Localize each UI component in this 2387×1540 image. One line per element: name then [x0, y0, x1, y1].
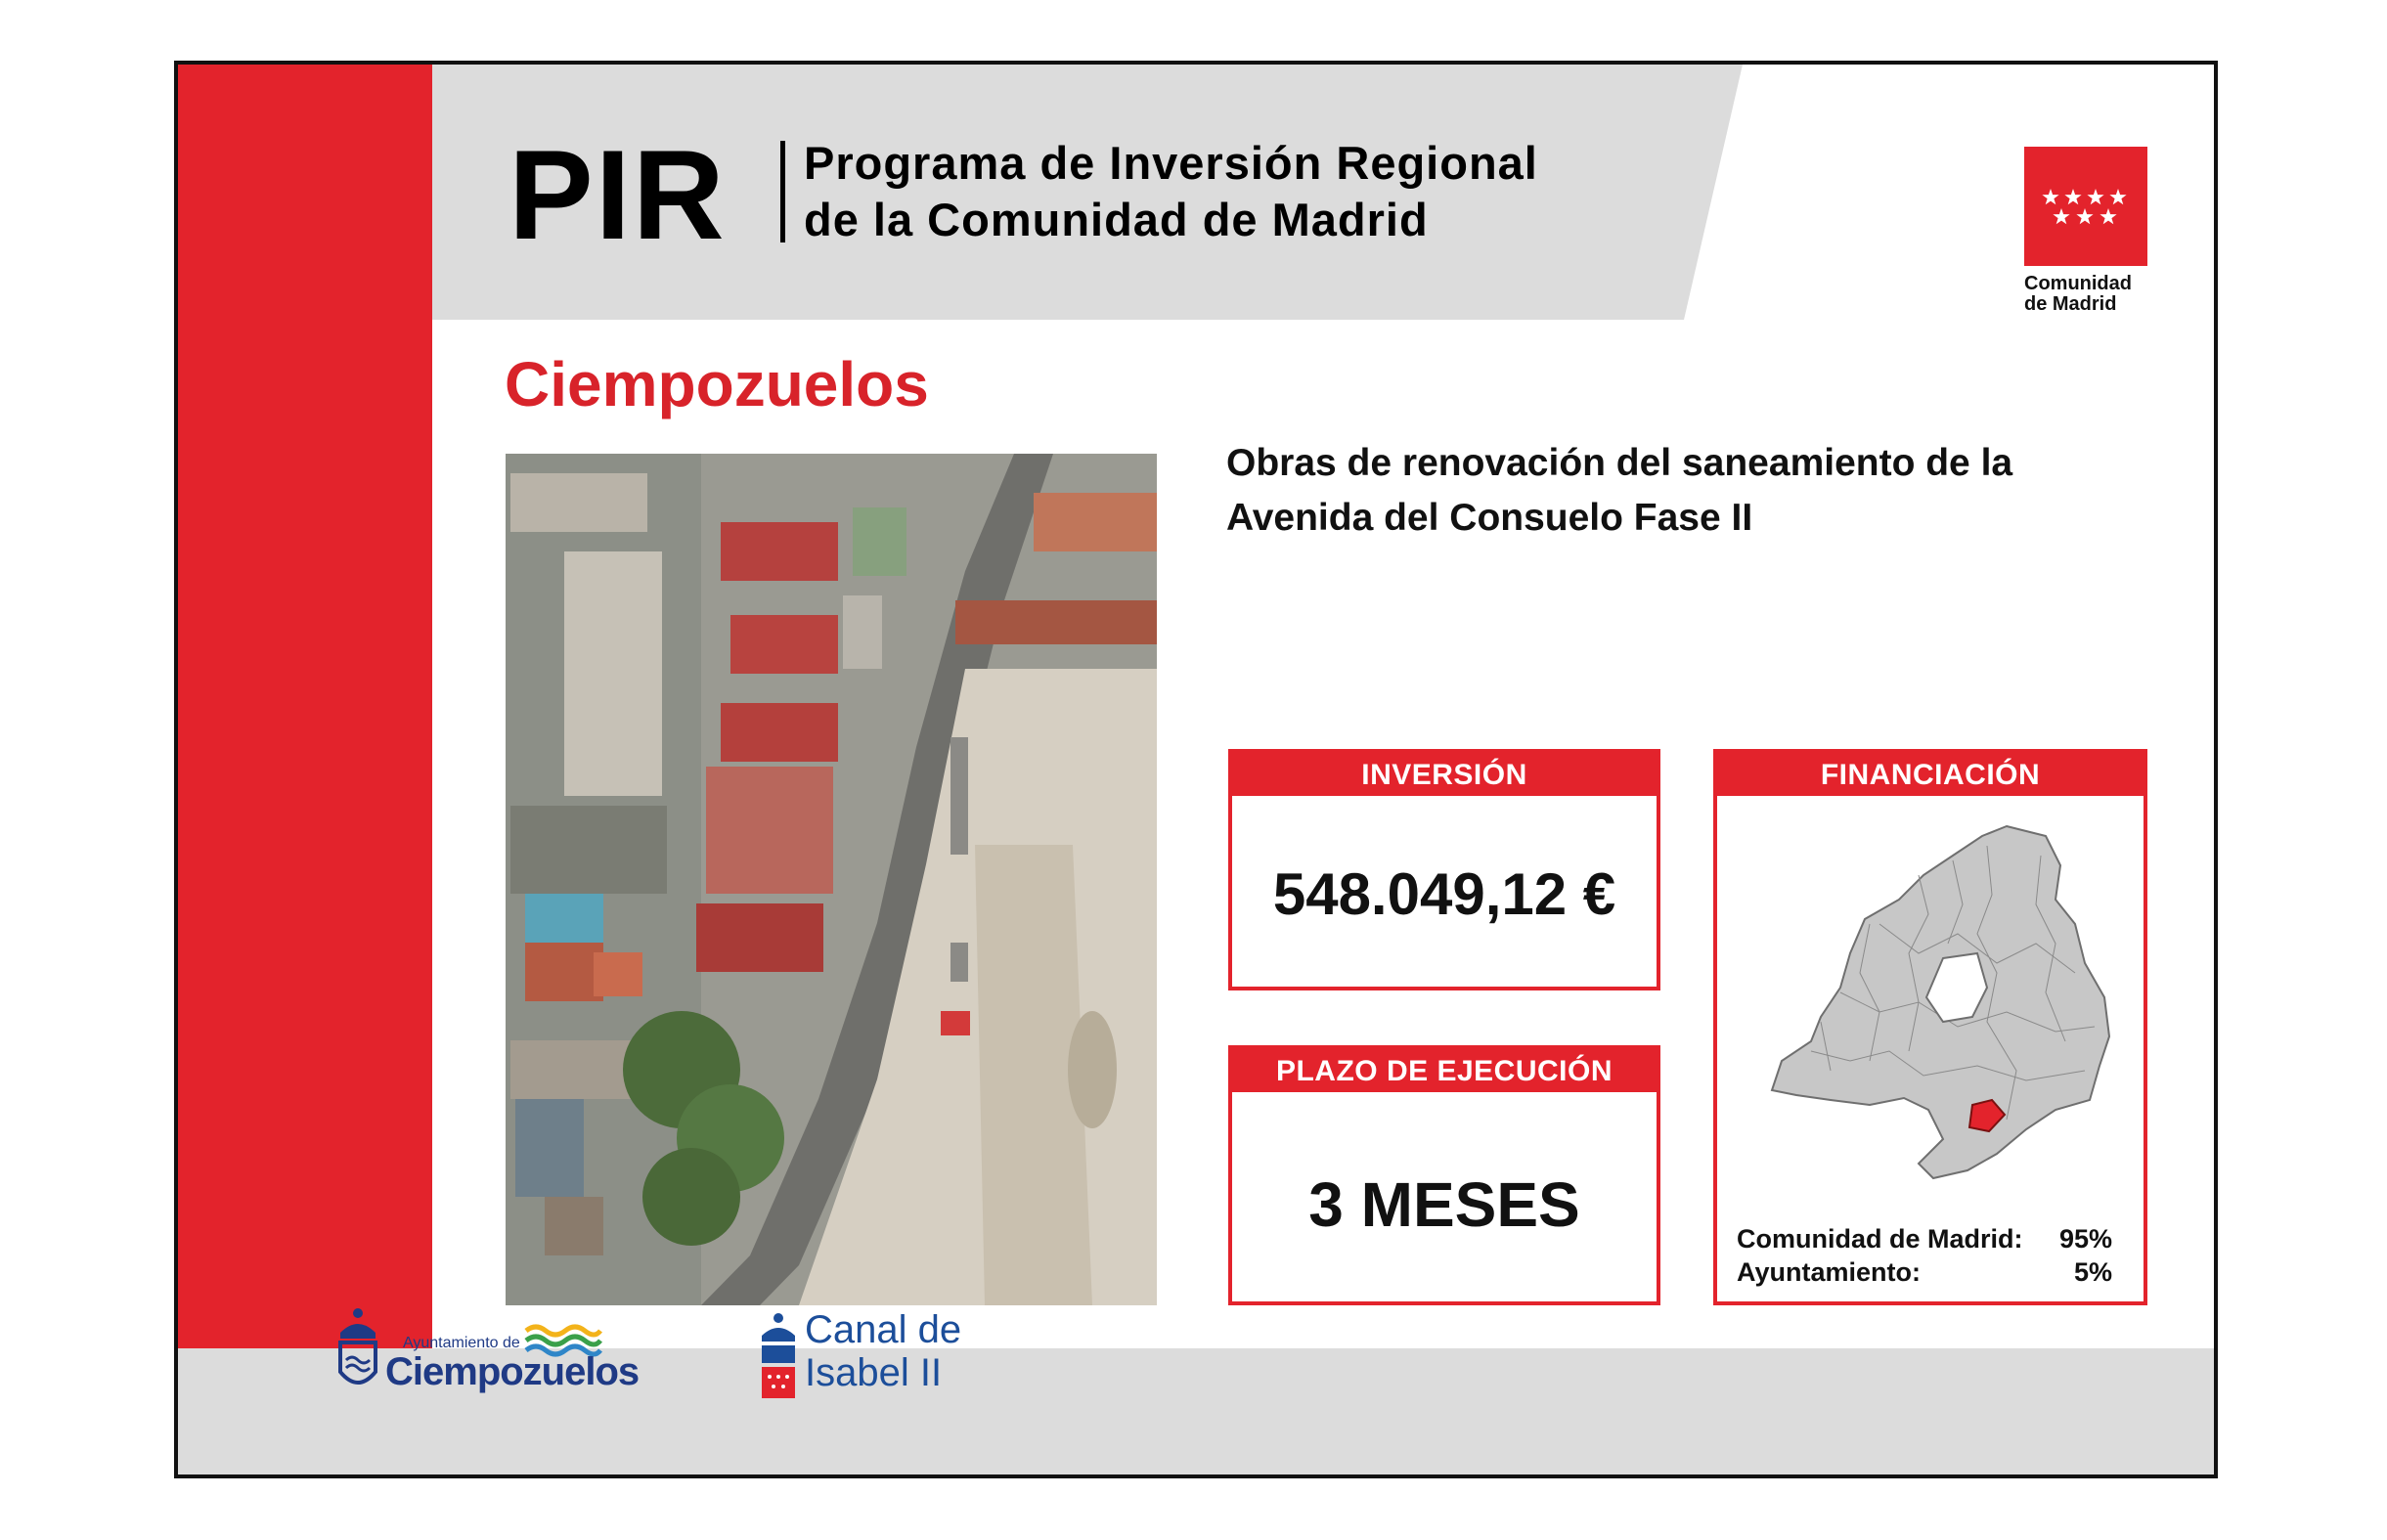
comunidad-madrid-wordmark: Comunidad de Madrid — [2024, 273, 2132, 315]
inversion-label: INVERSIÓN — [1232, 753, 1657, 796]
ayuntamiento-prefix: Ayuntamiento de — [403, 1335, 520, 1351]
financiacion-row-comunidad — [1737, 1224, 2112, 1254]
pir-board — [174, 61, 2218, 1478]
pir-acronym: PIR — [508, 123, 727, 266]
canal-crest-icon — [758, 1310, 799, 1404]
program-line-2: de la Comunidad de Madrid — [804, 194, 1429, 245]
red-side-bar — [178, 65, 432, 1348]
financiacion-name: Comunidad de Madrid: — [1737, 1224, 2023, 1254]
financiacion-label: FINANCIACIÓN — [1717, 753, 2144, 796]
aerial-photo-image — [506, 454, 1157, 1305]
financiacion-value: 5% — [2073, 1257, 2112, 1287]
seven-stars-icon — [2024, 147, 2147, 266]
financiacion-box — [1713, 749, 2147, 1305]
program-name — [804, 135, 1538, 248]
inversion-box — [1228, 749, 1660, 990]
plazo-value: 3 MESES — [1308, 1169, 1580, 1240]
ayuntamiento-ciempozuelos-logo — [332, 1303, 665, 1401]
comunidad-madrid-logo — [2024, 147, 2149, 315]
ayuntamiento-crest-icon — [332, 1303, 383, 1401]
financiacion-value: 95% — [2058, 1224, 2112, 1254]
ayuntamiento-name: Ciempozuelos — [385, 1350, 640, 1393]
canal-isabel-ii-logo — [758, 1308, 1012, 1406]
plazo-label: PLAZO DE EJECUCIÓN — [1232, 1049, 1657, 1092]
title-divider — [780, 141, 785, 242]
inversion-value: 548.049,12 € — [1272, 861, 1616, 927]
financiacion-row-ayuntamiento — [1737, 1257, 2112, 1288]
canal-name: Canal de Isabel II — [805, 1308, 962, 1394]
financiacion-name: Ayuntamiento: — [1737, 1257, 1921, 1287]
town-name: Ciempozuelos — [505, 349, 929, 419]
plazo-box — [1228, 1045, 1660, 1305]
program-line-1: Programa de Inversión Regional — [804, 137, 1538, 189]
project-title: Obras de renovación del saneamiento de la Avenida del Consuelo Fase II — [1226, 442, 2013, 539]
madrid-municipalities-map — [1762, 816, 2114, 1188]
